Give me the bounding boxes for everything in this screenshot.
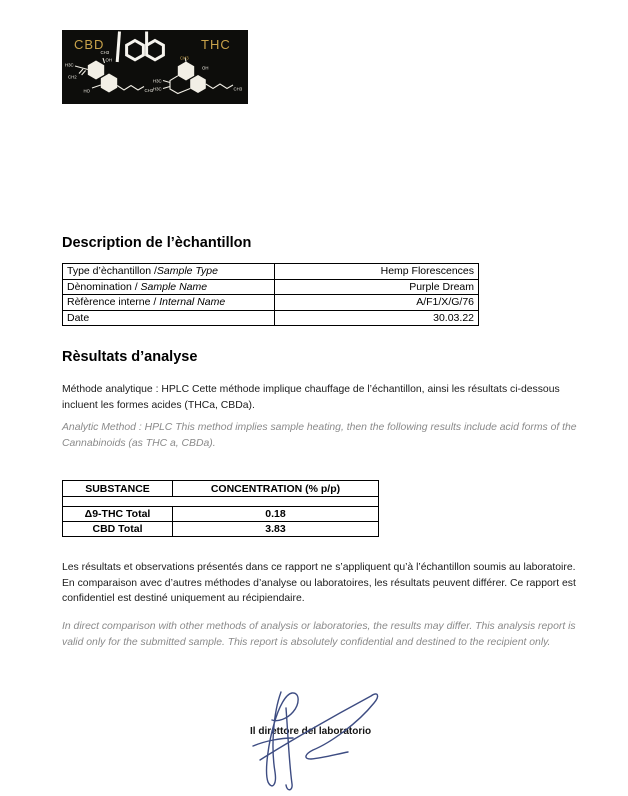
concentration-column-header: CONCENTRATION (% p/p) [173,481,379,497]
disclaimer-paragraph-fr [62,560,576,607]
method-en-line: Analytic Method : HPLC This method implies sample heating, then the following results include acid forms of the [62,422,577,433]
disclaimer-fr-line: confidentiel est destiné uniquement au récipiendaire. [62,593,305,604]
sample-row-label: Dènomination / [67,280,141,293]
thc-chain-ch3-label: CH3 [233,86,243,92]
sample-row-label-en: Sample Type [156,265,218,278]
sample-row-label: Type d’èchantillon / [67,265,157,278]
concentration-cell: 3.83 [173,522,379,537]
results-row-cbd [63,522,379,537]
sample-row-type [63,264,479,280]
sample-table [62,263,479,326]
disclaimer-en-line: In direct comparison with other methods of analysis or laboratories, the results may differ. This analysis report is [62,621,576,632]
sample-row-value: A/F1/X/G/76 [275,295,479,311]
thc-label: THC [201,37,231,52]
sample-row-value: Purple Dream [275,279,479,295]
sample-row-name [63,279,479,295]
method-en-line: Cannabinoids (as THC a, CBDa). [62,437,216,449]
cbd-ch2-label: CH2 [68,74,77,80]
sample-row-value: Hemp Florescences [275,264,479,280]
method-fr-line: Méthode analytique : HPLC Cette méthode implique chauffage de l’échantillon, ainsi les résultats ci-dessous [62,384,560,395]
results-header-row [63,481,379,497]
method-paragraph-fr [62,382,560,413]
results-section-title: Rèsultats d’analyse [62,349,198,365]
sample-row-label-en: Sample Name [140,280,208,293]
sample-row-value: 30.03.22 [275,310,479,326]
thc-oh-label: OH [202,65,209,71]
thc-h3c-lower-label: H3C [153,86,162,92]
substance-cell: Δ9-THC Total [63,507,173,522]
cbd-ho-label: HO [83,88,90,94]
concentration-cell: 0.18 [173,507,379,522]
results-spacer-row [63,497,379,507]
cbd-label: CBD [74,37,105,52]
sample-row-date [63,310,479,326]
disclaimer-fr-line: En comparaison avec d’autres méthodes d’analyse ou laboratoires, les résultats peuvent différer. Ce rapport est [62,577,576,589]
results-table [62,480,379,537]
cbd-ch3-top-label: CH3 [100,50,110,55]
disclaimer-paragraph-en [62,619,576,650]
lab-logo [62,30,248,104]
sample-row-label: Rèfèrence interne / [67,296,160,309]
cbd-h3c-label: H3C [65,62,74,68]
sample-row-label: Date [67,312,90,325]
cbd-oh-label: OH [105,57,112,63]
sample-row-reference [63,295,479,311]
sample-section-title: Description de l’èchantillon [62,235,252,251]
results-row-thc [63,507,379,522]
thc-h3c-upper-label: H3C [153,78,162,84]
signature-stroke-descender [286,708,292,790]
disclaimer-en-line: valid only for the submitted sample. This report is absolutely confidential and destined to the recipient only. [62,636,551,648]
method-paragraph-en [62,420,577,451]
signature-label: Il direttore del laboratorio [250,726,372,737]
substance-column-header: SUBSTANCE [63,481,173,497]
substance-cell: CBD Total [63,522,173,537]
lab-logo-graphic [62,30,248,104]
method-fr-line: incluent les formes acides (THCa, CBDa). [62,399,255,411]
signature-scribble-icon [245,686,390,794]
thc-ch3-top-label: CH3 [180,55,189,61]
cbd-chain-ch3-label: CH3 [144,88,154,93]
disclaimer-fr-line: Les résultats et observations présentés dans ce rapport ne s’appliquent qu’à l’échantillon soumis au laboratoire. [62,562,576,573]
sample-row-label-en: Internal Name [159,296,226,309]
signature-ink [245,686,390,794]
